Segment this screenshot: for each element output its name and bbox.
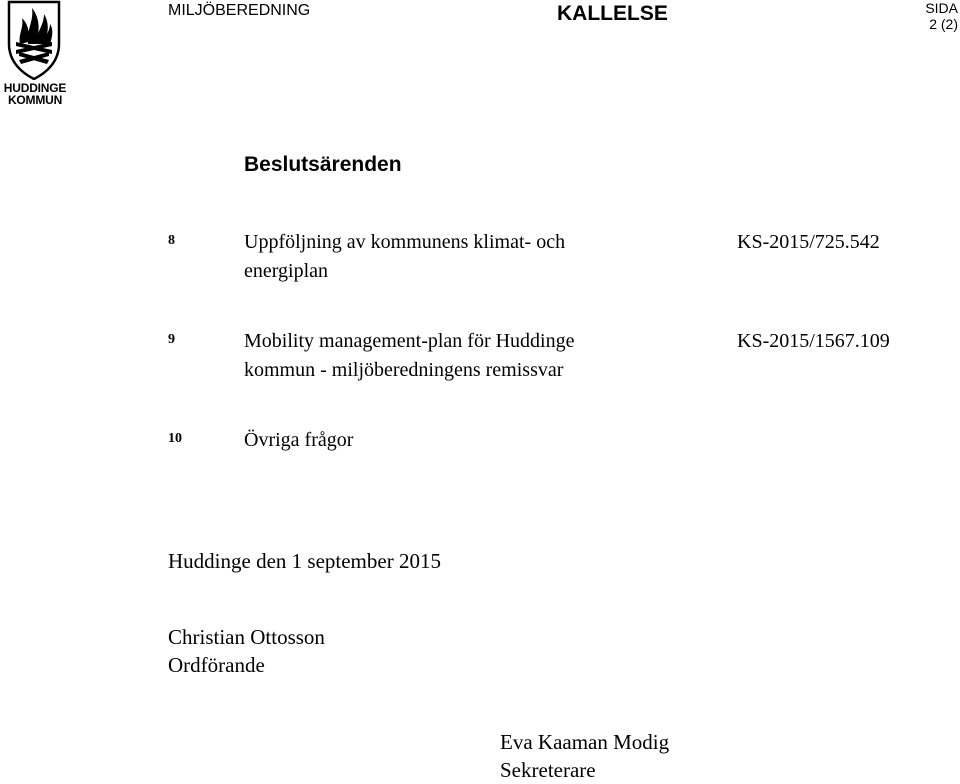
page-label: SIDA bbox=[925, 0, 958, 16]
agenda-item-title-line: Mobility management-plan för Huddinge bbox=[244, 330, 575, 352]
agenda-item-title-line: kommun - miljöberedningens remissvar bbox=[244, 359, 564, 381]
agenda-item-reference: KS-2015/725.542 bbox=[737, 231, 880, 253]
municipality-logo bbox=[0, 0, 70, 108]
agenda-item-number: 8 bbox=[168, 233, 175, 248]
agenda-item-title bbox=[244, 327, 574, 385]
agenda-item-reference: KS-2015/1567.109 bbox=[737, 330, 890, 352]
document-type-title: KALLELSE bbox=[557, 2, 668, 25]
secretary-signature-block bbox=[500, 728, 669, 784]
agenda-item-title bbox=[244, 426, 353, 455]
page-number: 2 (2) bbox=[929, 16, 958, 32]
department-name: MILJÖBEREDNING bbox=[168, 2, 311, 19]
agenda-item-title-line: energiplan bbox=[244, 260, 329, 282]
chair-role: Ordförande bbox=[168, 653, 265, 677]
agenda-item-title-line: Övriga frågor bbox=[244, 429, 354, 451]
agenda-item-title-line: Uppföljning av kommunens klimat- och bbox=[244, 231, 566, 253]
page-indicator bbox=[925, 0, 958, 32]
logo-text-line-1: HUDDINGE bbox=[3, 81, 67, 95]
agenda-item-number: 9 bbox=[168, 332, 175, 347]
agenda-item-number: 10 bbox=[168, 431, 182, 446]
coat-of-arms-icon bbox=[6, 0, 62, 80]
agenda-item-title bbox=[244, 228, 565, 286]
chair-name: Christian Ottosson bbox=[168, 625, 325, 649]
place-and-date: Huddinge den 1 september 2015 bbox=[168, 549, 441, 573]
chair-signature-block bbox=[168, 623, 325, 679]
secretary-name: Eva Kaaman Modig bbox=[500, 730, 670, 754]
section-heading: Beslutsärenden bbox=[244, 153, 402, 176]
secretary-role: Sekreterare bbox=[500, 758, 596, 782]
logo-text-line-2: KOMMUN bbox=[7, 93, 63, 107]
